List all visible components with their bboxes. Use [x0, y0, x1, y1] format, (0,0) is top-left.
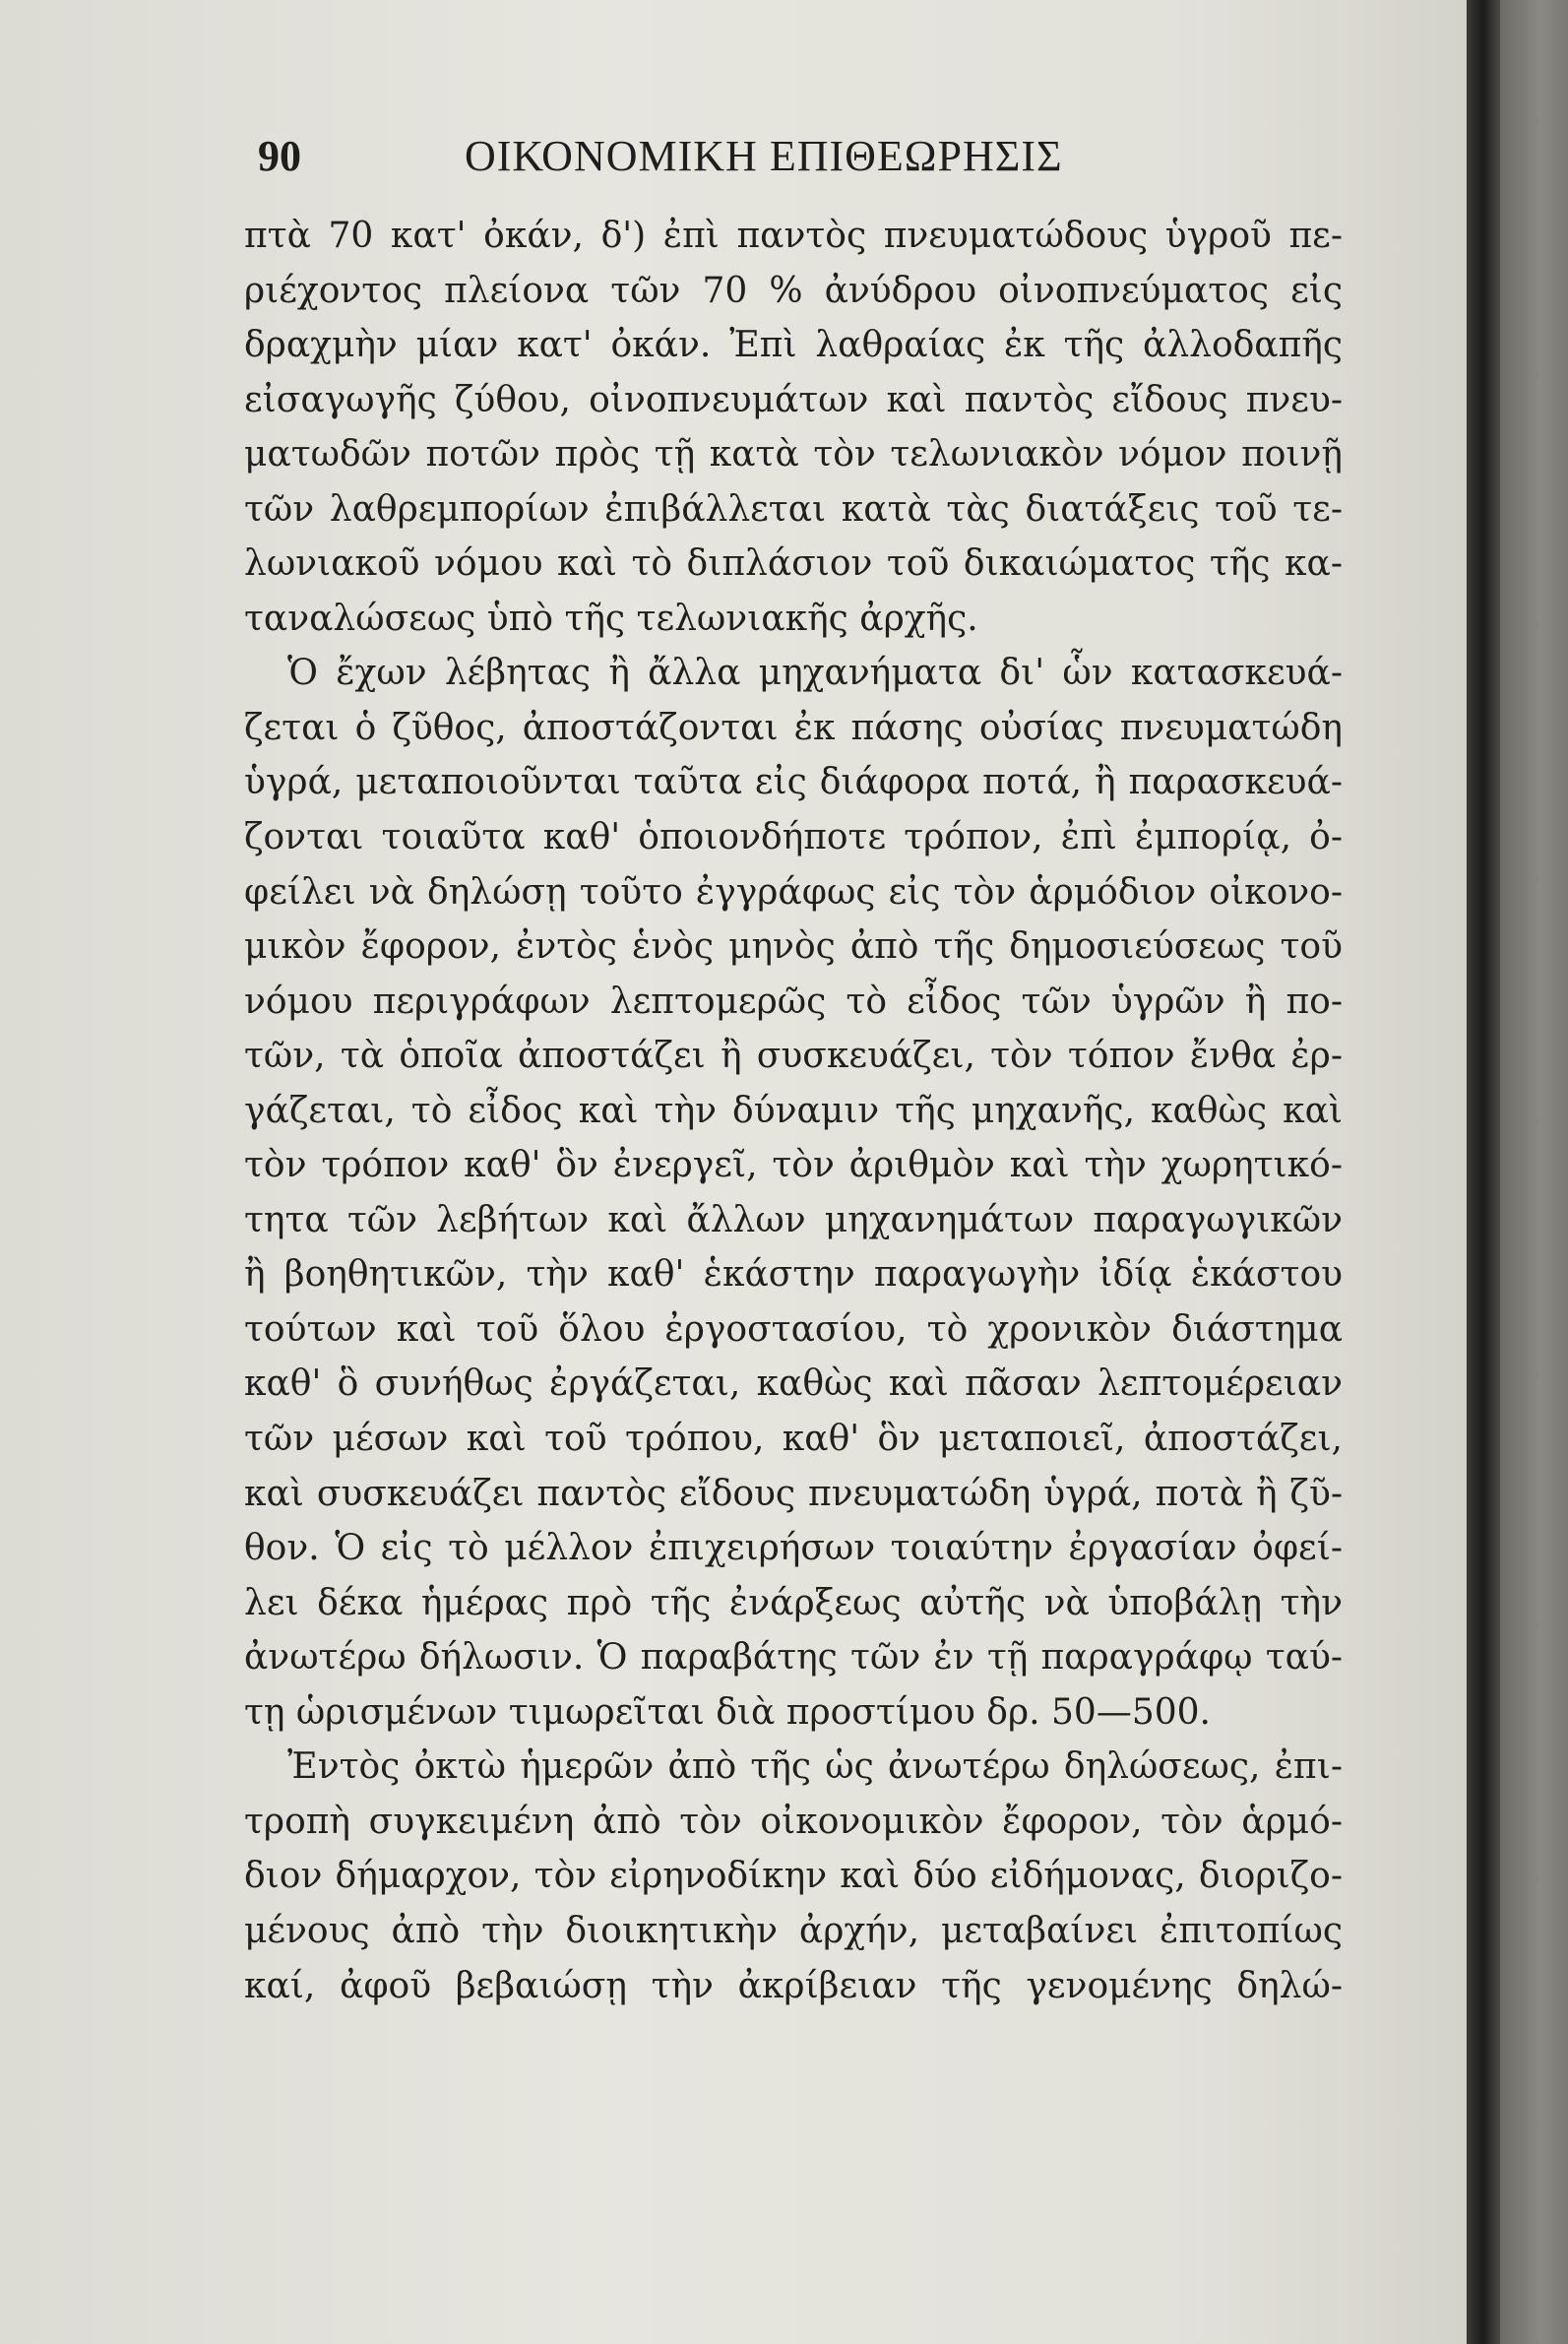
text-line: μένους ἀπὸ τὴν διοικητικὴν ἀρχήν, μεταβαίνει ἐπιτοπίως	[244, 1910, 1343, 1951]
text-line: ὑγρά, μεταποιοῦνται ταῦτα εἰς διάφορα ποτά, ἢ παρασκευά-	[244, 762, 1343, 803]
text-line: ματωδῶν ποτῶν πρὸς τῇ κατὰ τὸν τελωνιακὸν νόμον ποινῇ	[244, 434, 1343, 475]
text-line: διον δήμαρχον, τὸν εἰρηνοδίκην καὶ δύο εἰδήμονας, διοριζο-	[244, 1856, 1343, 1897]
running-head: ΟΙΚΟΝΟΜΙΚΗ ΕΠΙΘΕΩΡΗΣΙΣ	[465, 132, 1063, 180]
text-line: καί, ἀφοῦ βεβαιώσῃ τὴν ἀκρίβειαν τῆς γενομένης δηλώ-	[244, 1965, 1343, 2006]
text-line: ριέχοντος πλείονα τῶν 70 % ἀνύδρου οἰνοπνεύματος εἰς	[244, 270, 1343, 311]
page-number: 90	[258, 132, 301, 180]
body-text	[244, 209, 1343, 2013]
text-line: μικὸν ἔφορον, ἐντὸς ἑνὸς μηνὸς ἀπὸ τῆς δημοσιεύσεως τοῦ	[244, 926, 1343, 968]
text-line: νόμου περιγράφων λεπτομερῶς τὸ εἶδος τῶν ὑγρῶν ἢ πο-	[244, 981, 1343, 1022]
text-line: λωνιακοῦ νόμου καὶ τὸ διπλάσιον τοῦ δικαιώματος τῆς κα-	[244, 543, 1343, 585]
text-line: γάζεται, τὸ εἶδος καὶ τὴν δύναμιν τῆς μηχανῆς, καθὼς καὶ	[244, 1090, 1343, 1131]
text-line: τῃ ὡρισμένων τιμωρεῖται διὰ προστίμου δρ. 50—500.	[244, 1691, 1211, 1733]
facing-page-edge	[1500, 0, 1568, 2344]
text-line: λει δέκα ἡμέρας πρὸ τῆς ἐνάρξεως αὐτῆς νὰ ὑποβάλῃ τὴν	[244, 1582, 1343, 1623]
text-line: δραχμὴν μίαν κατ' ὀκάν. Ἐπὶ λαθραίας ἐκ τῆς ἀλλοδαπῆς	[244, 325, 1343, 366]
text-line: ζονται τοιαῦτα καθ' ὁποιονδήποτε τρόπον, ἐπὶ ἐμπορίᾳ, ὀ-	[244, 817, 1343, 858]
page-header	[258, 122, 1331, 191]
text-line: τούτων καὶ τοῦ ὅλου ἐργοστασίου, τὸ χρονικὸν διάστημα	[244, 1308, 1343, 1350]
text-line: τῶν μέσων καὶ τοῦ τρόπου, καθ' ὃν μεταποιεῖ, ἀποστάζει,	[244, 1419, 1343, 1460]
text-line: τὸν τρόπον καθ' ὃν ἐνεργεῖ, τὸν ἀριθμὸν καὶ τὴν χωρητικό-	[244, 1145, 1343, 1186]
text-line: ἀνωτέρω δήλωσιν. Ὁ παραβάτης τῶν ἐν τῇ παραγράφῳ ταύ-	[244, 1637, 1343, 1679]
text-line: τητα τῶν λεβήτων καὶ ἄλλων μηχανημάτων παραγωγικῶν	[244, 1199, 1343, 1240]
text-line: ἢ βοηθητικῶν, τὴν καθ' ἑκάστην παραγωγὴν ἰδίᾳ ἑκάστου	[244, 1254, 1343, 1296]
text-line: φείλει νὰ δηλώσῃ τοῦτο ἐγγράφως εἰς τὸν ἁρμόδιον οἰκονο-	[244, 871, 1343, 913]
text-line: θον. Ὁ εἰς τὸ μέλλον ἐπιχειρήσων τοιαύτην ἐργασίαν ὀφεί-	[244, 1528, 1343, 1569]
text-line: καθ' ὃ συνήθως ἐργάζεται, καθὼς καὶ πᾶσαν λεπτομέρειαν	[244, 1363, 1343, 1405]
text-line: Ἐντὸς ὀκτὼ ἡμερῶν ἀπὸ τῆς ὡς ἀνωτέρω δηλώσεως, ἐπι-	[287, 1746, 1343, 1788]
text-line: τροπὴ συγκειμένη ἀπὸ τὸν οἰκονομικὸν ἔφορον, τὸν ἁρμό-	[244, 1801, 1343, 1842]
book-spine-shadow	[1467, 0, 1500, 2344]
text-line: ζεται ὁ ζῦθος, ἀποστάζονται ἐκ πάσης οὐσίας πνευματώδη	[244, 707, 1343, 748]
text-line: εἰσαγωγῆς ζύθου, οἰνοπνευμάτων καὶ παντὸς εἴδους πνευ-	[244, 379, 1343, 420]
text-line: τῶν, τὰ ὁποῖα ἀποστάζει ἢ συσκευάζει, τὸν τόπον ἔνθα ἐρ-	[244, 1036, 1343, 1077]
text-line: Ὁ ἔχων λέβητας ἢ ἄλλα μηχανήματα δι' ὧν κατασκευά-	[287, 653, 1343, 694]
text-line: πτὰ 70 κατ' ὀκάν, δ') ἐπὶ παντὸς πνευματώδους ὑγροῦ πε-	[244, 216, 1343, 256]
text-line: καὶ συσκευάζει παντὸς εἴδους πνευματώδη ὑγρά, ποτὰ ἢ ζῦ-	[244, 1473, 1343, 1514]
text-line: τῶν λαθρεμπορίων ἐπιβάλλεται κατὰ τὰς διατάξεις τοῦ τε-	[244, 488, 1343, 530]
text-line: ταναλώσεως ὑπὸ τῆς τελωνιακῆς ἀρχῆς.	[244, 598, 978, 639]
